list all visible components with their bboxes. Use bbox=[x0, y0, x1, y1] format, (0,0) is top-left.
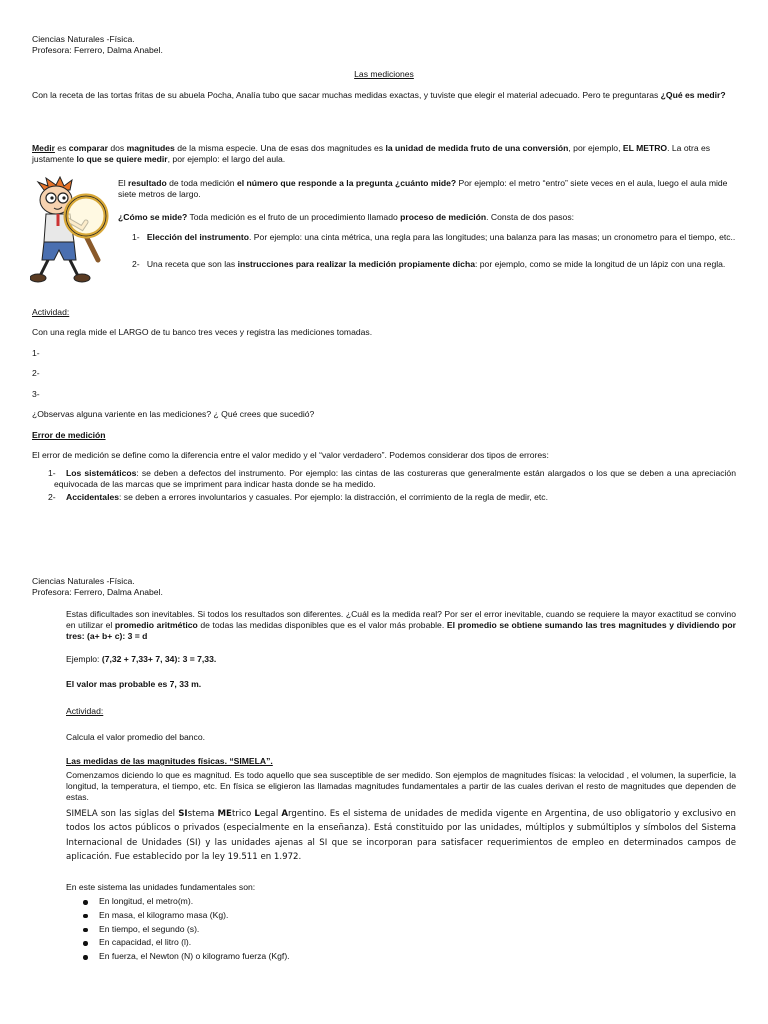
error-title: Error de medición bbox=[32, 430, 106, 440]
definition-paragraph bbox=[32, 143, 736, 165]
error-text: : se deben a defectos del instrumento. Por ejemplo: las cintas de las costureras que generalmente están alargados o los que se deben a una apreciación equivocada de las marcas que se impriment para indicar hasta donde se ha medido. bbox=[54, 468, 736, 490]
simela-text: stema bbox=[187, 809, 218, 819]
def-bold: EL METRO bbox=[622, 143, 668, 153]
step-number: 2- bbox=[132, 259, 140, 269]
probable-value: El valor mas probable es 7, 33 m. bbox=[66, 679, 202, 689]
list-item bbox=[66, 896, 736, 910]
def-text: dos bbox=[107, 143, 127, 153]
def-bold: la unidad de medida fruto de una conversión bbox=[385, 143, 569, 153]
avg-text: de todas las medidas disponibles que es el valor más probable. bbox=[197, 620, 447, 631]
activity-text: Calcula el valor promedio del banco. bbox=[66, 732, 206, 742]
average-paragraph bbox=[66, 609, 736, 643]
list-item bbox=[32, 468, 736, 490]
step-text: : por ejemplo, como se mide la longitud de un lápiz con una regla. bbox=[474, 259, 726, 269]
how-bold: proceso de medición bbox=[400, 212, 487, 222]
how-text: Toda medición es el fruto de un procedimiento llamado bbox=[187, 212, 401, 222]
unit-text: En longitud, el metro(m). bbox=[99, 896, 194, 906]
list-number: 2- bbox=[48, 492, 56, 503]
teacher-header: Profesora: Ferrero, Dalma Anabel. bbox=[32, 587, 163, 597]
intro-paragraph bbox=[32, 90, 736, 101]
magnifier-kid-illustration bbox=[30, 176, 116, 286]
simela-text: rgentino. Es el sistema de unidades de medida vigente en Argentina, de uso obligatorio y exclusivo en todos los actos públicos o privados (especialmente en la enseñanza). Está constituido por las unidades, múltiplos y submúltiplos y símbolos del Sistema Internacional de Unidades (SI) y las unidades ajenas al SI que se incorporan para satisfacer requerimientos de empleo en determinados campos de aplicación. Fue establecido por la ley 19.511 en 1.972. bbox=[66, 809, 736, 863]
how-question: ¿Cómo se mide? bbox=[118, 212, 188, 222]
step-number: 1- bbox=[132, 232, 140, 242]
def-text: es bbox=[54, 143, 69, 153]
simela-acronym: L bbox=[254, 809, 260, 819]
list-item bbox=[66, 937, 736, 951]
unit-text: En masa, el kilogramo masa (Kg). bbox=[99, 909, 229, 920]
reflection-question: ¿Observas alguna variente en las mediciones? ¿ Qué crees que sucedió? bbox=[32, 409, 315, 419]
def-bold: magnitudes bbox=[126, 143, 175, 153]
error-text: : se deben a errores involuntarios y casuales. Por ejemplo: la distracción, el corrimiento de la regla de medir, etc. bbox=[119, 492, 548, 503]
list-item bbox=[66, 924, 736, 938]
bullet-icon bbox=[83, 928, 88, 933]
how-paragraph bbox=[118, 212, 736, 223]
measurement-3: 3- bbox=[32, 389, 40, 399]
bullet-icon bbox=[83, 955, 88, 960]
simela-acronym: ME bbox=[217, 809, 232, 819]
intro-question: ¿Qué es medir? bbox=[660, 90, 726, 100]
error-definition: El error de medición se define como la diferencia entre el valor medido y el “valor verdadero”. Podemos considerar dos tipos de errores: bbox=[32, 450, 549, 460]
subject-header: Ciencias Naturales -Física. bbox=[32, 34, 135, 44]
result-text: de toda medición bbox=[166, 178, 237, 188]
example-label: Ejemplo: bbox=[66, 654, 102, 664]
simela-text: egal bbox=[259, 809, 282, 819]
simela-acronym: SI bbox=[178, 809, 188, 819]
error-list bbox=[32, 468, 736, 506]
def-text: . La otra es justamente bbox=[32, 143, 711, 165]
bullet-icon bbox=[83, 900, 88, 905]
unit-text: En tiempo, el segundo (s). bbox=[99, 923, 200, 934]
step-bold: Elección del instrumento bbox=[146, 232, 250, 242]
list-item bbox=[32, 492, 736, 503]
activity-text: Con una regla mide el LARGO de tu banco tres veces y registra las mediciones tomadas. bbox=[32, 327, 373, 337]
avg-bold: promedio aritmético bbox=[114, 620, 198, 631]
step-bold: instrucciones para realizar la medición propiamente dicha bbox=[237, 259, 475, 269]
measurement-2: 2- bbox=[32, 368, 40, 378]
teacher-header: Profesora: Ferrero, Dalma Anabel. bbox=[32, 45, 163, 55]
list-number: 1- bbox=[48, 468, 56, 478]
def-text: de la misma especie. Una de esas dos magnitudes es bbox=[174, 143, 386, 153]
activity-label: Actividad: bbox=[32, 307, 70, 317]
units-list bbox=[66, 896, 736, 965]
result-bold: resultado bbox=[128, 178, 167, 188]
list-item bbox=[66, 910, 736, 924]
units-intro: En este sistema las unidades fundamentales son: bbox=[66, 882, 256, 892]
intro-text: Con la receta de las tortas fritas de su abuela Pocha, Analía tubo que sacar muchas medidas exactas, y tuviste que elegir el material adecuado. Pero te preguntaras bbox=[32, 90, 661, 100]
step-1 bbox=[118, 232, 736, 243]
simela-title: Las medidas de las magnitudes físicas. “SIMELA”. bbox=[66, 756, 273, 766]
activity-label: Actividad: bbox=[66, 706, 104, 716]
def-bold: lo que se quiere medir bbox=[76, 154, 168, 165]
page-title: Las mediciones bbox=[354, 69, 414, 79]
bullet-icon bbox=[83, 914, 88, 919]
simela-text: trico bbox=[231, 809, 255, 819]
step-text: Una receta que son las bbox=[146, 259, 238, 269]
step-2 bbox=[118, 259, 736, 270]
result-text: Por ejemplo: el metro “entro” siete veces en el aula, luego el aula mide siete metros de largo. bbox=[118, 178, 728, 200]
error-type: Los sistemáticos bbox=[66, 468, 137, 478]
example-line bbox=[66, 654, 216, 665]
how-text: . Consta de dos pasos: bbox=[486, 212, 575, 222]
simela-paragraph bbox=[66, 807, 736, 865]
bullet-icon bbox=[83, 941, 88, 946]
simela-acronym: A bbox=[281, 809, 289, 819]
unit-text: En fuerza, el Newton (N) o kilogramo fuerza (Kgf). bbox=[99, 951, 290, 962]
measurement-1: 1- bbox=[32, 348, 40, 358]
subject-header: Ciencias Naturales -Física. bbox=[32, 576, 135, 586]
def-text: , por ejemplo, bbox=[568, 143, 623, 153]
error-type: Accidentales bbox=[66, 492, 120, 503]
avg-formula: El promedio se obtiene sumando las tres magnitudes y dividiendo por tres: (a+ b+ c): 3 = d bbox=[66, 620, 736, 642]
magnitudes-paragraph: Comenzamos diciendo lo que es magnitud. Es todo aquello que sea susceptible de ser medido. Son ejemplos de magnitudes físicas: la velocidad , el volumen, la superficie, la longitud, la temperatura, el tiempo, etc. En física se eligieron las llamadas magnitudes fundamentales a partir de las cuales derivan el resto de magnitudes que dependen de estas. bbox=[66, 770, 736, 803]
result-bold: el número que responde a la pregunta ¿cuánto mide? bbox=[236, 178, 457, 188]
def-text: , por ejemplo: el largo del aula. bbox=[167, 154, 286, 165]
step-text: . Por ejemplo: una cinta métrica, una regla para las longitudes; una balanza para las masas; un cronometro para el tiempo, etc.. bbox=[249, 232, 736, 242]
example-value: (7,32 + 7,33+ 7, 34): 3 = 7,33. bbox=[101, 654, 217, 664]
result-paragraph bbox=[118, 178, 736, 200]
def-term: Medir bbox=[32, 143, 55, 153]
simela-text: SIMELA son las siglas del bbox=[66, 809, 179, 819]
avg-text: Estas dificultades son inevitables. Si todos los resultados son diferentes. ¿Cuál es la medida real? Por ser el error inevitable, cuando se requiere la mayor exactitud se convino en utilizar el bbox=[66, 609, 736, 631]
unit-text: En capacidad, el litro (l). bbox=[99, 937, 192, 948]
list-item bbox=[66, 951, 736, 965]
def-bold: comparar bbox=[68, 143, 108, 153]
result-text: El bbox=[118, 178, 129, 188]
